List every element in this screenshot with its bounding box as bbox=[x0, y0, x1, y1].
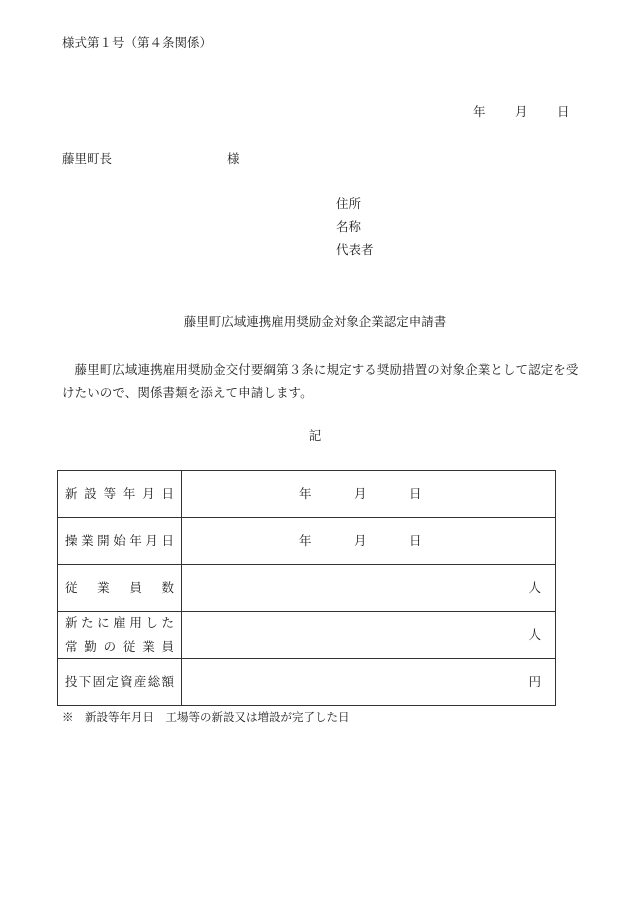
date-day-label: 日 bbox=[557, 104, 570, 119]
table-row-investment-total bbox=[58, 659, 556, 706]
table-row-operation-start-date bbox=[58, 518, 556, 565]
unit-person: 人 bbox=[528, 579, 541, 595]
details-table bbox=[57, 470, 556, 706]
recipient: 藤里町長 bbox=[62, 151, 113, 166]
table-row-new-employees bbox=[58, 612, 556, 659]
label-chars: 投 下 固 定 資 産 総 額 bbox=[65, 673, 174, 689]
name-label: 名称 bbox=[336, 219, 362, 234]
new-employees-label bbox=[58, 612, 182, 659]
month-label: 月 bbox=[354, 533, 367, 548]
form-number: 様式第１号（第４条関係） bbox=[62, 35, 213, 50]
honorific: 様 bbox=[227, 151, 240, 166]
label-two-lines: 新 た に 雇 用 し た 常 勤 の 従 業 員 bbox=[65, 615, 174, 654]
year-label: 年 bbox=[299, 533, 312, 548]
table-row-establishment-date bbox=[58, 471, 556, 518]
investment-total-field[interactable] bbox=[182, 659, 556, 706]
table-row-employee-count bbox=[58, 565, 556, 612]
address-label: 住所 bbox=[336, 196, 362, 211]
unit-person: 人 bbox=[528, 626, 541, 642]
unit-yen: 円 bbox=[528, 673, 541, 689]
label-chars: 新 設 等 年 月 日 bbox=[65, 485, 174, 501]
establishment-date-field[interactable] bbox=[182, 471, 556, 518]
footnote: ※ 新設等年月日 工場等の新設又は増設が完了した日 bbox=[62, 710, 350, 724]
ki-heading: 記 bbox=[308, 428, 322, 443]
establishment-date-label bbox=[58, 471, 182, 518]
label-chars: 操 業 開 始 年 月 日 bbox=[65, 532, 174, 548]
label-chars: 従 業 員 数 bbox=[65, 579, 174, 595]
investment-total-label bbox=[58, 659, 182, 706]
document-title: 藤里町広域連携雇用奨励金対象企業認定申請書 bbox=[183, 314, 447, 329]
date-month-label: 月 bbox=[515, 104, 528, 119]
day-label: 日 bbox=[409, 533, 422, 548]
day-label: 日 bbox=[409, 486, 422, 501]
month-label: 月 bbox=[354, 486, 367, 501]
operation-start-date-field[interactable] bbox=[182, 518, 556, 565]
new-employees-field[interactable] bbox=[182, 612, 556, 659]
operation-start-date-label bbox=[58, 518, 182, 565]
employee-count-field[interactable] bbox=[182, 565, 556, 612]
employee-count-label bbox=[58, 565, 182, 612]
body-paragraph: 藤里町広域連携雇用奨励金交付要綱第３条に規定する奨励措置の対象企業として認定を受けたいので、関係書類を添えて申請します。 bbox=[62, 362, 579, 400]
year-label: 年 bbox=[299, 486, 312, 501]
representative-label: 代表者 bbox=[336, 242, 374, 257]
date-year-label: 年 bbox=[473, 104, 486, 119]
